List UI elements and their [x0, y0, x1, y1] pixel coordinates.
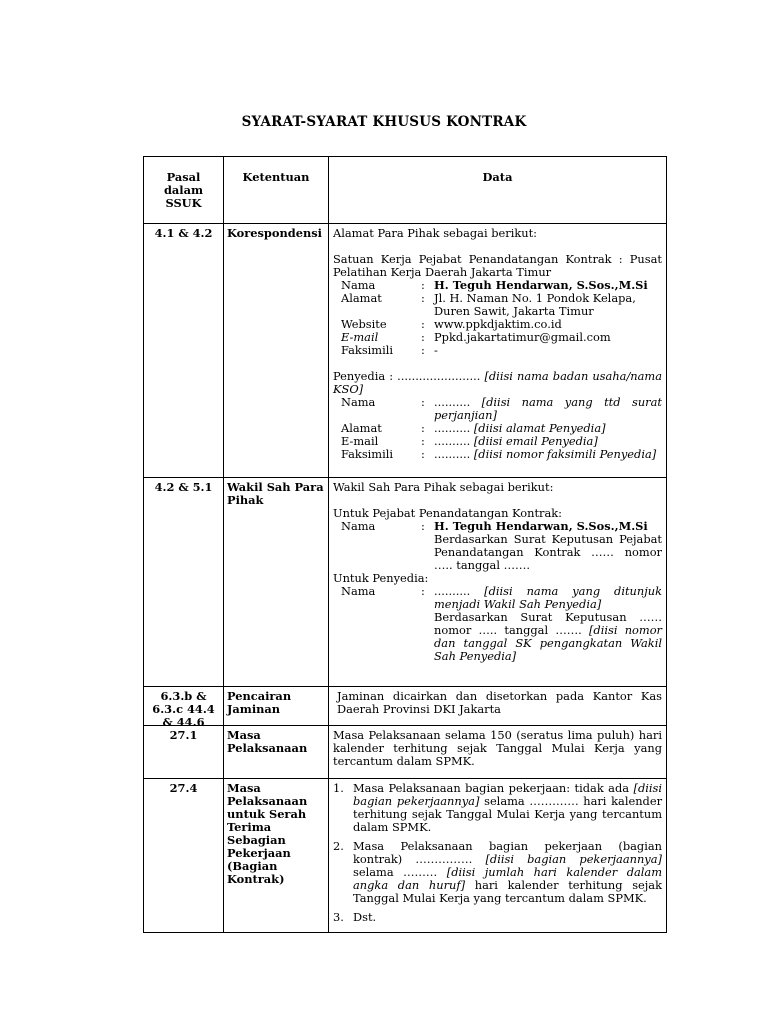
nama-label: Nama — [341, 278, 376, 292]
pasal-cell: 4.1 & 4.2 — [144, 224, 224, 477]
email-label: E-mail — [341, 330, 379, 344]
dots: .......... — [434, 395, 471, 409]
table-row-pencairan-jaminan — [144, 686, 666, 729]
sk-line — [333, 533, 662, 572]
p-nama-value — [434, 585, 662, 611]
colon: : — [421, 317, 425, 331]
nama-value: H. Teguh Hendarwan, S.Sos.,M.Si — [434, 519, 648, 533]
alamat-line — [333, 292, 662, 318]
penyedia-line — [333, 370, 662, 396]
item2-b: selama ……… — [353, 865, 438, 879]
nama-value: H. Teguh Hendarwan, S.Sos.,M.Si — [434, 278, 648, 292]
alamat-value: Jl. H. Naman No. 1 Pondok Kelapa, Duren Sawit, Jakarta Timur — [434, 291, 636, 318]
website-value: www.ppkdjaktim.co.id — [434, 317, 562, 331]
penyedia-hint: [diisi nama badan usaha/nama KSO] — [333, 369, 662, 396]
list-text — [353, 782, 662, 834]
p-sk-value — [434, 611, 662, 663]
colon: : — [421, 447, 425, 461]
header-pasal — [144, 157, 224, 223]
header-pasal-label: Pasal dalam SSUK — [163, 170, 204, 210]
colon: : — [421, 343, 425, 357]
ketentuan-cell: Pencairan Jaminan — [224, 687, 329, 725]
fax-label: Faksimili — [341, 343, 394, 357]
p-sk-line — [333, 611, 662, 663]
list-number: 1. — [333, 781, 344, 795]
table-row-masa-pelaksanaan — [144, 725, 666, 778]
table-header-row — [144, 157, 666, 223]
fax-line — [333, 344, 662, 357]
dots: .......... — [434, 584, 471, 598]
pasal-cell: 27.4 — [144, 779, 224, 932]
p-fax-value — [434, 448, 662, 461]
email-value: Ppkd.jakartatimur@gmail.com — [434, 330, 611, 344]
satker-text: Satuan Kerja Pejabat Penandatangan Kontrak : Pusat Pelatihan Kerja Daerah Jakarta Timur — [333, 252, 662, 279]
ketentuan-cell: Masa Pelaksanaan — [224, 726, 329, 778]
pasal-cell: 4.2 & 5.1 — [144, 478, 224, 686]
p-alamat-label: Alamat — [341, 421, 382, 435]
penyedia-heading: Untuk Penyedia: — [333, 571, 429, 585]
p-sk-text: Berdasarkan Surat Keputusan …… nomor ….. tanggal ……. — [434, 610, 662, 637]
data-cell — [329, 224, 666, 477]
header-ketentuan — [224, 157, 329, 223]
alamat-label: Alamat — [341, 291, 382, 305]
ketentuan-cell: Masa Pelaksanaan untuk Serah Terima Sebagian Pekerjaan (Bagian Kontrak) — [224, 779, 329, 932]
list-item — [333, 782, 662, 834]
item1-hint: [diisi bagian pekerjaannya] — [353, 781, 663, 808]
p-nama-value — [434, 396, 662, 422]
table-row-korespondensi — [144, 223, 666, 477]
p-fax-line — [333, 448, 662, 461]
list-number: 3. — [333, 910, 344, 924]
colon: : — [421, 278, 425, 292]
p-nama-label: Nama — [341, 395, 376, 409]
header-ketentuan-label: Ketentuan — [242, 170, 310, 184]
item1-a: Masa Pelaksanaan bagian pekerjaan: tidak ada — [353, 781, 630, 795]
intro-text: Wakil Sah Para Pihak sebagai berikut: — [333, 480, 554, 494]
p-nama-label: Nama — [341, 584, 376, 598]
item1-b: selama …………. hari kalender terhitung sejak Tanggal Mulai Kerja yang tercantum dalam SPMK. — [353, 794, 663, 834]
document-title: SYARAT-SYARAT KHUSUS KONTRAK — [241, 114, 527, 130]
table-row-wakil-sah — [144, 477, 666, 686]
colon: : — [421, 434, 425, 448]
colon: : — [421, 291, 425, 305]
colon: : — [421, 421, 425, 435]
pasal-cell: 6.3.b & 6.3.c 44.4 & 44.6 — [144, 687, 224, 725]
pasal-cell: 27.1 — [144, 726, 224, 778]
p-sk-hint: [diisi nomor dan tanggal SK pengangkatan Wakil Sah Penyedia] — [434, 623, 663, 663]
dots: .......... — [434, 434, 471, 448]
item2-a: Masa Pelaksanaan bagian pekerjaan (bagian kontrak) …………… — [353, 839, 662, 866]
colon: : — [421, 584, 425, 598]
p-nama-line — [333, 396, 662, 422]
colon: : — [421, 395, 425, 409]
p-email-hint: [diisi email Penyedia] — [473, 434, 598, 448]
p-nama-hint: [diisi nama yang ttd surat perjanjian] — [434, 395, 662, 422]
p-nama-hint: [diisi nama yang ditunjuk menjadi Wakil Sah Penyedia] — [434, 584, 662, 611]
item2-hint2: [diisi jumlah hari kalender dalam angka dan huruf] — [353, 865, 663, 892]
colon: : — [421, 519, 425, 533]
p-fax-hint: [diisi nomor faksimili Penyedia] — [473, 447, 657, 461]
item2-c: hari kalender terhitung sejak Tanggal Mulai Kerja yang tercantum dalam SPMK. — [353, 878, 663, 905]
nama-label: Nama — [341, 519, 376, 533]
data-cell: Masa Pelaksanaan selama 150 (seratus lima puluh) hari kalender terhitung sejak Tanggal Mulai Kerja yang tercantum dalam SPMK. — [333, 728, 662, 768]
header-data — [329, 157, 666, 223]
list-number: 2. — [333, 839, 344, 853]
item2-hint1: [diisi bagian pekerjaannya] — [485, 852, 662, 866]
p-fax-label: Faksimili — [341, 447, 394, 461]
data-cell — [329, 478, 666, 686]
p-email-label: E-mail — [341, 434, 379, 448]
dots: .......... — [434, 421, 471, 435]
header-data-label: Data — [482, 170, 513, 184]
sk-text: Berdasarkan Surat Keputusan Pejabat Penandatangan Kontrak …… nomor ….. tanggal ……. — [434, 532, 662, 572]
data-cell: Jaminan dicairkan dan disetorkan pada Kantor Kas Daerah Provinsi DKI Jakarta — [337, 689, 662, 716]
list-text — [353, 840, 662, 905]
p-nama-line — [333, 585, 662, 611]
ppk-heading: Untuk Pejabat Penandatangan Kontrak: — [333, 506, 563, 520]
fax-value: - — [434, 343, 438, 357]
penyedia-prefix: Penyedia : ....................... — [333, 369, 481, 383]
website-label: Website — [341, 317, 387, 331]
ketentuan-cell: Wakil Sah Para Pihak — [224, 478, 329, 686]
list-item — [333, 911, 662, 924]
list-text: Dst. — [353, 910, 377, 924]
colon: : — [421, 330, 425, 344]
table-row-serah-terima-sebagian — [144, 778, 666, 932]
dots: .......... — [434, 447, 471, 461]
data-cell — [329, 779, 666, 932]
list-item — [333, 840, 662, 905]
contract-table — [143, 156, 667, 933]
ketentuan-cell: Korespondensi — [224, 224, 329, 477]
p-alamat-hint: [diisi alamat Penyedia] — [473, 421, 606, 435]
intro-text: Alamat Para Pihak sebagai berikut: — [333, 226, 537, 240]
